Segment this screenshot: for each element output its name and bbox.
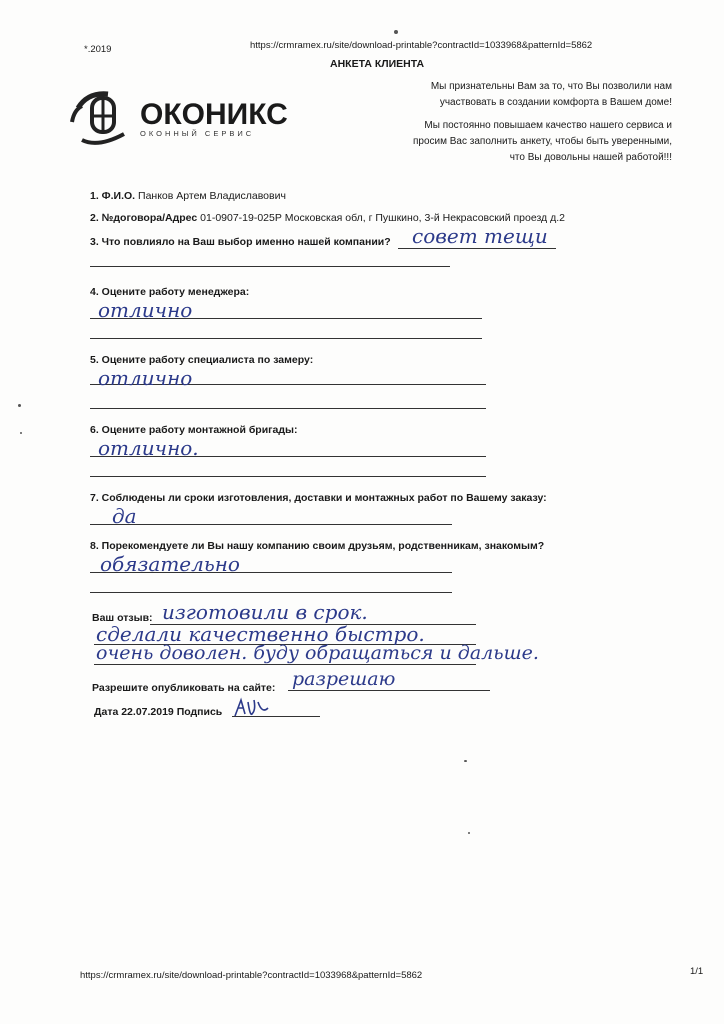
intro-line-2: участвовать в создании комфорта в Вашем доме! [439,97,672,108]
intro-text [372,80,672,164]
q6-answer: отлично. [98,436,199,460]
q1-label: 1. Ф.И.О. [90,190,136,202]
field-fio [90,190,286,202]
window-logo-icon [68,88,138,150]
logo-brand: ОКОНИКС [140,98,288,131]
q2-label: 2. №договора/Адрес [90,212,198,224]
intro-line-3: Мы постоянно повышаем качество нашего сервиса и [424,120,672,131]
review-line-3: очень доволен. буду обращаться и дальше. [96,642,539,664]
q3-label: 3. Что повлияло на Ваш выбор именно нашей компании? [90,236,391,248]
page-number: 1/1 [690,966,704,977]
handwritten-signature-icon [232,696,272,720]
q7-label: 7. Соблюдены ли сроки изготовления, доставки и монтажных работ по Вашему заказу: [90,492,547,504]
intro-line-4: просим Вас заполнить анкету, чтобы быть уверенными, [412,136,672,147]
q4-label: 4. Оцените работу менеджера: [90,286,250,298]
publish-answer: разрешаю [292,668,396,690]
q2-value: 01-0907-19-025Р Московская обл, г Пушкино, 3-й Некрасовский проезд д.2 [200,212,565,224]
q1-value: Панков Артем Владиславович [138,190,286,202]
q5-answer: отлично [98,366,193,390]
q3-answer: совет тещи [412,224,548,248]
review-line-2: сделали качественно быстро. [96,622,425,646]
q8-label: 8. Порекомендуете ли Вы нашу компанию своим друзьям, родственникам, знакомым? [90,540,545,552]
review-label: Ваш отзыв: [92,612,153,624]
header-url: https://crmramex.ru/site/download-printable?contractId=1033968&patternId=5862 [250,40,593,51]
logo-tagline: ОКОННЫЙ СЕРВИС [140,129,255,138]
form-title: АНКЕТА КЛИЕНТА [330,58,425,70]
field-contract [90,212,565,224]
q8-answer: обязательно [100,552,240,576]
date-signature-label: Дата 22.07.2019 Подпись [94,706,223,718]
intro-line-5: что Вы довольны нашей работой!!! [509,152,672,163]
footer-url: https://crmramex.ru/site/download-printable?contractId=1033968&patternId=5862 [80,970,423,981]
q4-answer: отлично [98,298,193,322]
print-date: *.2019 [84,44,112,55]
q5-label: 5. Оцените работу специалиста по замеру: [90,354,314,366]
review-line-1: изготовили в срок. [162,600,368,624]
q7-answer: да [112,504,137,528]
q6-label: 6. Оцените работу монтажной бригады: [90,424,298,436]
intro-line-1: Мы признательны Вам за то, что Вы позволили нам [430,81,672,92]
publish-label: Разрешите опубликовать на сайте: [92,682,276,694]
logo [68,88,298,148]
